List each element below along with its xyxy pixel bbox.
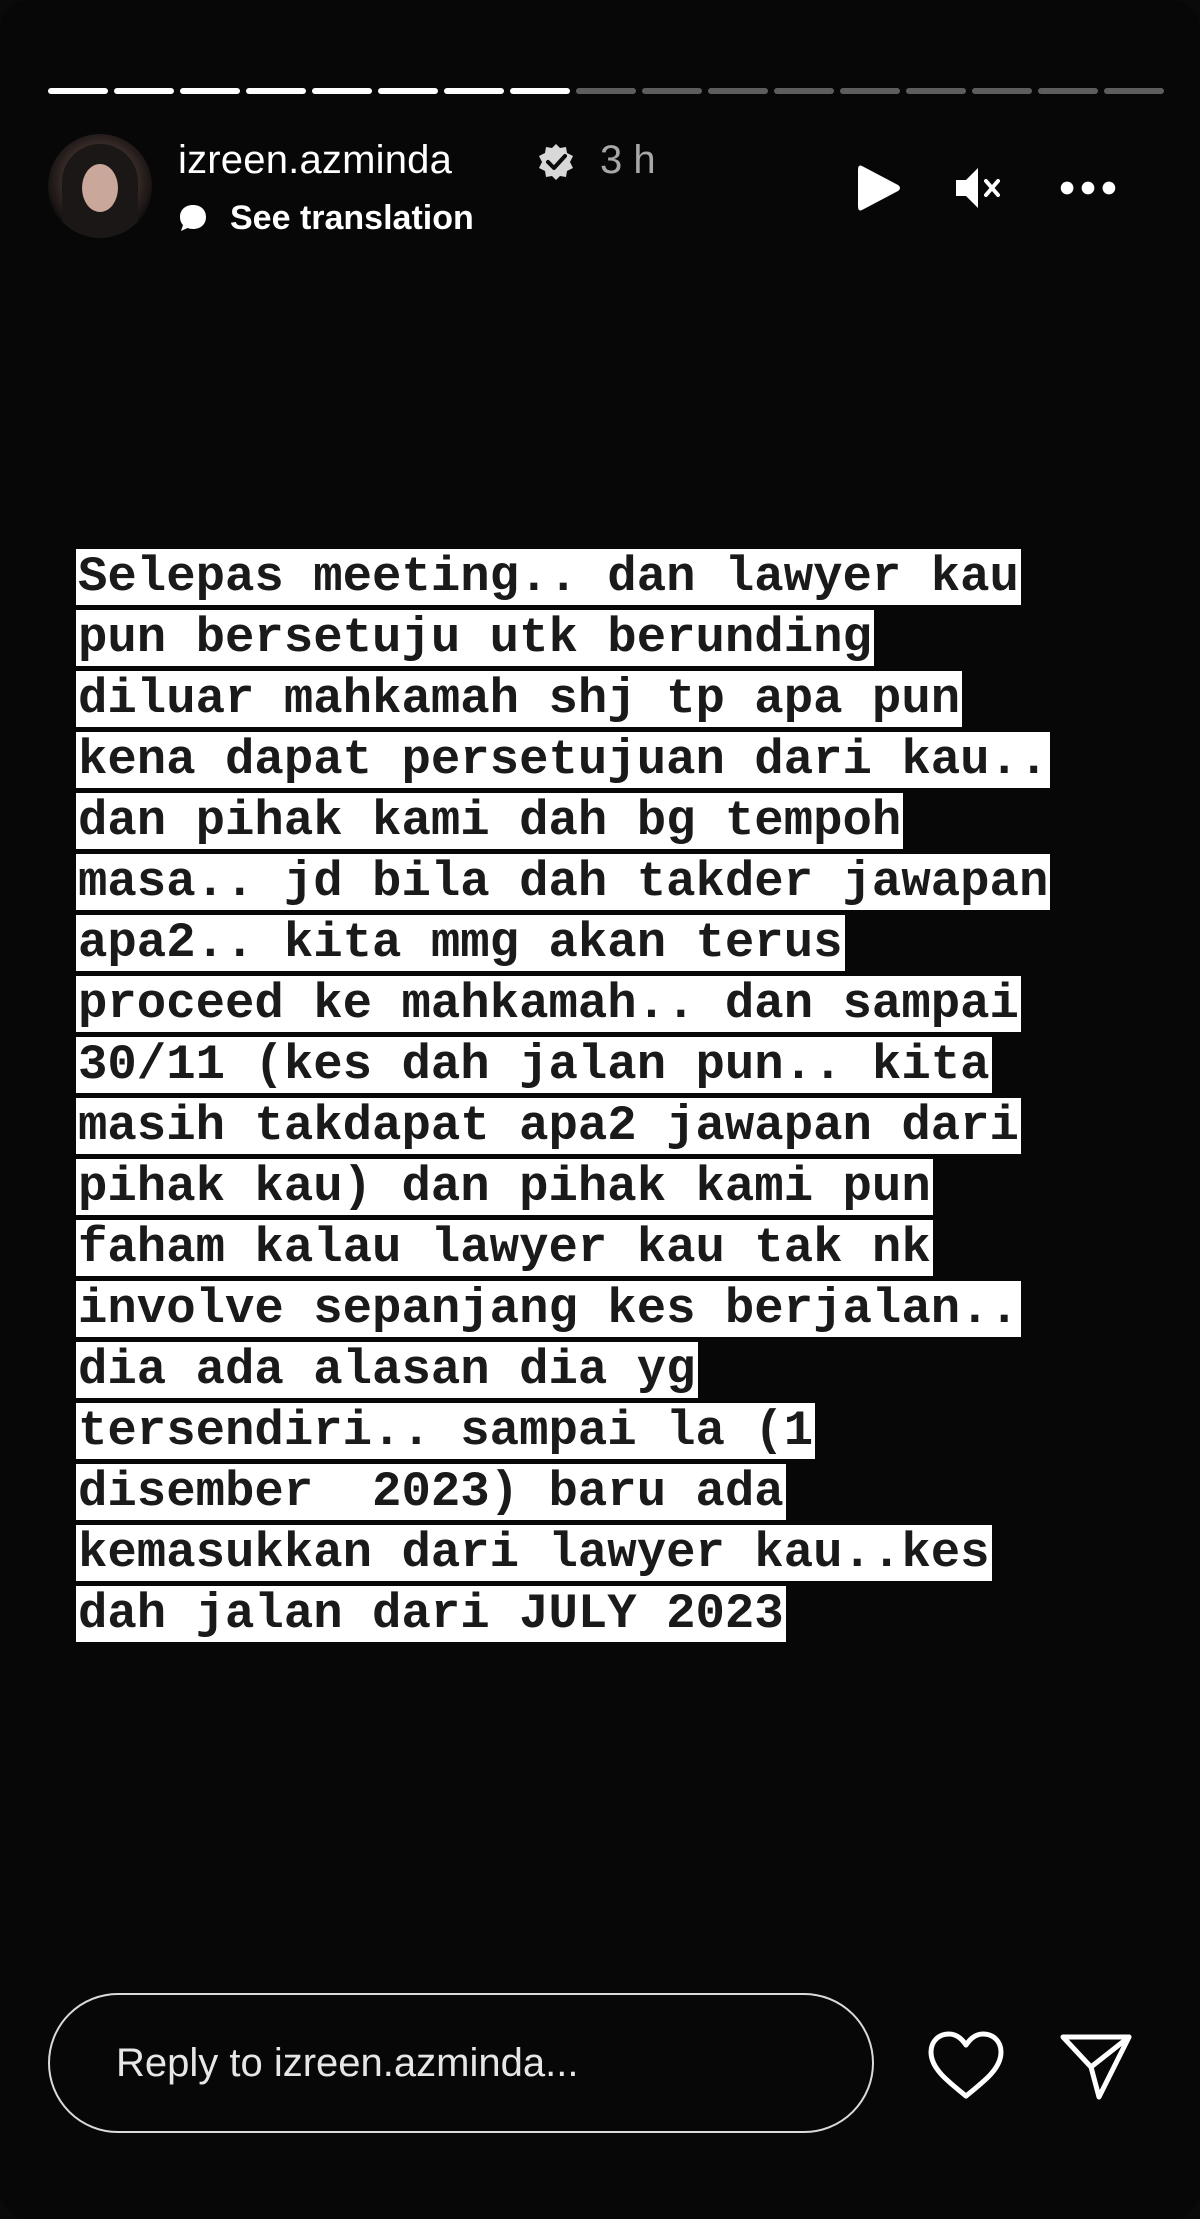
story-text-line-content: kena dapat persetujuan dari kau.. — [78, 732, 1049, 788]
progress-segment — [48, 88, 108, 94]
speech-bubble-icon — [178, 203, 208, 233]
progress-segment — [114, 88, 174, 94]
verified-badge-icon — [536, 142, 576, 182]
story-text-line — [76, 1340, 1156, 1401]
share-button[interactable] — [1056, 2026, 1136, 2106]
story-text-line-content: Selepas meeting.. dan lawyer kau — [78, 549, 1019, 605]
story-text-line — [76, 1523, 1156, 1584]
post-time: 3 h — [600, 138, 656, 182]
progress-segment — [246, 88, 306, 94]
story-text-line-content: dan pihak kami dah bg tempoh — [78, 793, 902, 849]
avatar[interactable] — [48, 134, 152, 238]
story-text-line — [76, 974, 1156, 1035]
story-header — [48, 134, 1164, 244]
story-text-line — [76, 669, 1156, 730]
story-text-line — [76, 1096, 1156, 1157]
progress-segment — [1104, 88, 1164, 94]
story-text-line — [76, 1035, 1156, 1096]
progress-segment — [180, 88, 240, 94]
play-icon — [854, 162, 902, 214]
story-text-line — [76, 1401, 1156, 1462]
more-options-button[interactable] — [1058, 158, 1118, 218]
story-text-line-content: apa2.. kita mmg akan terus — [78, 915, 843, 971]
heart-icon — [926, 2030, 1006, 2102]
more-options-icon — [1058, 178, 1118, 198]
progress-segment — [840, 88, 900, 94]
story-text-line-content: proceed ke mahkamah.. dan sampai — [78, 976, 1019, 1032]
story-text-line-content: faham kalau lawyer kau tak nk — [78, 1220, 931, 1276]
see-translation-button[interactable] — [178, 196, 474, 240]
story-text-line-content: involve sepanjang kes berjalan.. — [78, 1281, 1019, 1337]
progress-segment — [312, 88, 372, 94]
story-text-line — [76, 1462, 1156, 1523]
story-text-line-content: masih takdapat apa2 jawapan dari — [78, 1098, 1019, 1154]
story-text-line — [76, 913, 1156, 974]
story-text-block — [76, 547, 1156, 1645]
story-text-line-content: pun bersetuju utk berunding — [78, 610, 872, 666]
play-button[interactable] — [848, 158, 908, 218]
progress-segment — [576, 88, 636, 94]
story-text-line — [76, 608, 1156, 669]
story-text-line-content: diluar mahkamah shj tp apa pun — [78, 671, 961, 727]
see-translation-label: See translation — [230, 198, 474, 237]
reply-placeholder: Reply to izreen.azminda... — [116, 2040, 579, 2085]
story-text-line-content: tersendiri.. sampai la (1 — [78, 1403, 814, 1459]
story-text-line — [76, 730, 1156, 791]
muted-speaker-icon — [952, 162, 1008, 214]
progress-segment — [1038, 88, 1098, 94]
progress-segment — [378, 88, 438, 94]
story-text-line — [76, 791, 1156, 852]
story-text-line — [76, 547, 1156, 608]
progress-segment — [510, 88, 570, 94]
progress-segment — [972, 88, 1032, 94]
reply-input[interactable] — [48, 1993, 874, 2133]
mute-button[interactable] — [950, 158, 1010, 218]
progress-segment — [708, 88, 768, 94]
story-text-line — [76, 1157, 1156, 1218]
story-text-line — [76, 1218, 1156, 1279]
story-text-line-content: masa.. jd bila dah takder jawapan — [78, 854, 1049, 910]
story-text-line-content: 30/11 (kes dah jalan pun.. kita — [78, 1037, 990, 1093]
story-text-line — [76, 1584, 1156, 1645]
story-text-line-content: pihak kau) dan pihak kami pun — [78, 1159, 931, 1215]
avatar-face — [82, 164, 118, 212]
username[interactable]: izreen.azminda — [178, 138, 453, 182]
progress-segment — [774, 88, 834, 94]
story-text-line-content: dia ada alasan dia yg — [78, 1342, 696, 1398]
progress-segment — [642, 88, 702, 94]
story-text-line-content: disember 2023) baru ada — [78, 1464, 784, 1520]
story-text-line-content: dah jalan dari JULY 2023 — [78, 1586, 784, 1642]
progress-segment — [444, 88, 504, 94]
send-icon — [1059, 2029, 1133, 2103]
story-progress-bar — [48, 88, 1164, 94]
story-text-line-content: kemasukkan dari lawyer kau..kes — [78, 1525, 990, 1581]
like-button[interactable] — [926, 2026, 1006, 2106]
story-text-line — [76, 852, 1156, 913]
story-text-line — [76, 1279, 1156, 1340]
progress-segment — [906, 88, 966, 94]
